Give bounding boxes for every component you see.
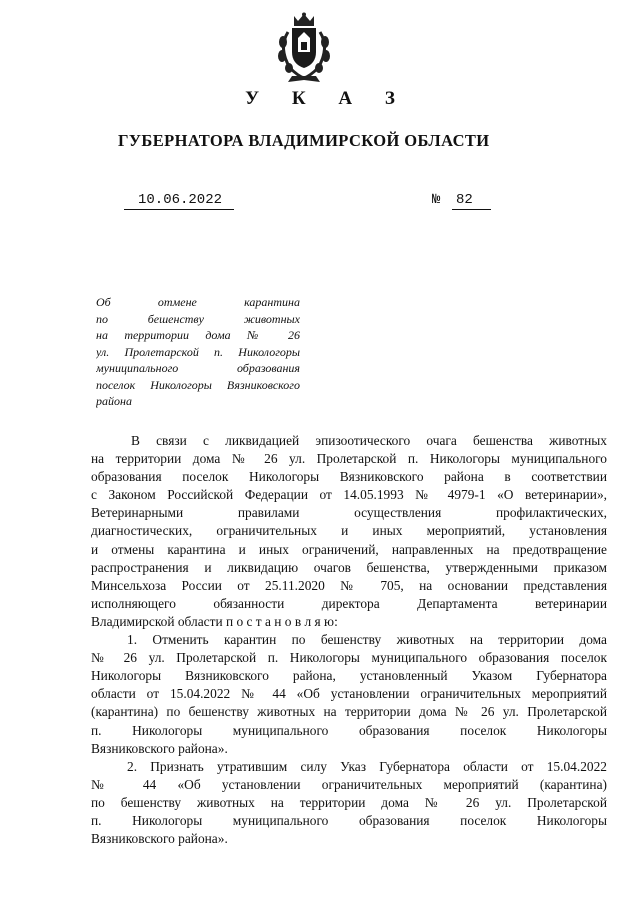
body-line: с Законом Российской Федерации от 14.05.1993 № 4979-1 «О ветеринарии», <box>91 487 607 503</box>
subject-line: муниципального образования <box>96 361 300 375</box>
paragraph-1-line: 1. Отменить карантин по бешенству животных на территории дома <box>127 632 607 648</box>
coat-of-arms-emblem <box>268 12 340 86</box>
subject-line: Об отмене карантина <box>96 295 300 309</box>
body-line: Никологоры Вязниковского района, установленный Указом Губернатора <box>91 668 607 684</box>
subject-line: района <box>96 394 132 408</box>
body-line: Минсельхоза России от 25.11.2020 № 705, на основании представления <box>91 577 607 593</box>
body-line: № 44 «Об установлении ограничительных мероприятий (карантина) <box>91 776 607 792</box>
body-line: Вязниковского района». <box>91 831 228 847</box>
subject-line: по бешенству животных <box>96 311 300 326</box>
body-line: № 26 ул. Пролетарской п. Никологоры муниципального образования поселок <box>91 650 607 666</box>
body-line: исполняющего обязанности директора Департамента ветеринарии <box>91 595 607 611</box>
decree-body <box>91 432 607 848</box>
body-line: (карантина) по бешенству животных на территории дома № 26 ул. Пролетарской <box>91 704 607 720</box>
document-date: 10.06.2022 <box>124 192 234 210</box>
subject-line: поселок Никологоры Вязниковского <box>96 377 300 392</box>
document-subtitle: ГУБЕРНАТОРА ВЛАДИМИРСКОЙ ОБЛАСТИ <box>118 131 490 150</box>
body-line: В связи с ликвидацией эпизоотического очага бешенства животных <box>131 433 607 448</box>
number-sign: № <box>432 192 441 208</box>
body-line: диагностических, ограничительных и иных мероприятий, установления <box>91 523 607 539</box>
subject-block <box>96 294 300 410</box>
body-line: образования поселок Никологоры Вязниковского района в соответствии <box>91 469 607 485</box>
body-line: и отмены карантина и иных ограничений, направленных на предотвращение <box>91 541 607 557</box>
body-line: по бешенству животных на территории дома № 26 ул. Пролетарской <box>91 794 607 810</box>
body-line: Вязниковского района». <box>91 740 228 756</box>
document-title: У К А З <box>245 88 409 109</box>
document-number: 82 <box>452 192 491 210</box>
body-line: Владимирской области п о с т а н о в л я ю: <box>91 613 338 629</box>
body-line: п. Никологоры муниципального образования поселок Никологоры <box>91 722 607 738</box>
subject-line: ул. Пролетарской п. Никологоры <box>96 344 300 359</box>
body-line: Ветеринарными правилами осуществления профилактических, <box>91 505 607 521</box>
body-line: распространения и ликвидацию очагов бешенства, утвержденными приказом <box>91 559 607 575</box>
body-line: на территории дома № 26 ул. Пролетарской п. Никологоры муниципального <box>91 451 607 467</box>
paragraph-2-line: 2. Признать утратившим силу Указ Губернатора области от 15.04.2022 <box>127 758 607 774</box>
subject-line: на территории дома № 26 <box>96 328 300 342</box>
body-line: п. Никологоры муниципального образования поселок Никологоры <box>91 812 607 828</box>
body-line: области от 15.04.2022 № 44 «Об установлении ограничительных мероприятий <box>91 686 607 702</box>
